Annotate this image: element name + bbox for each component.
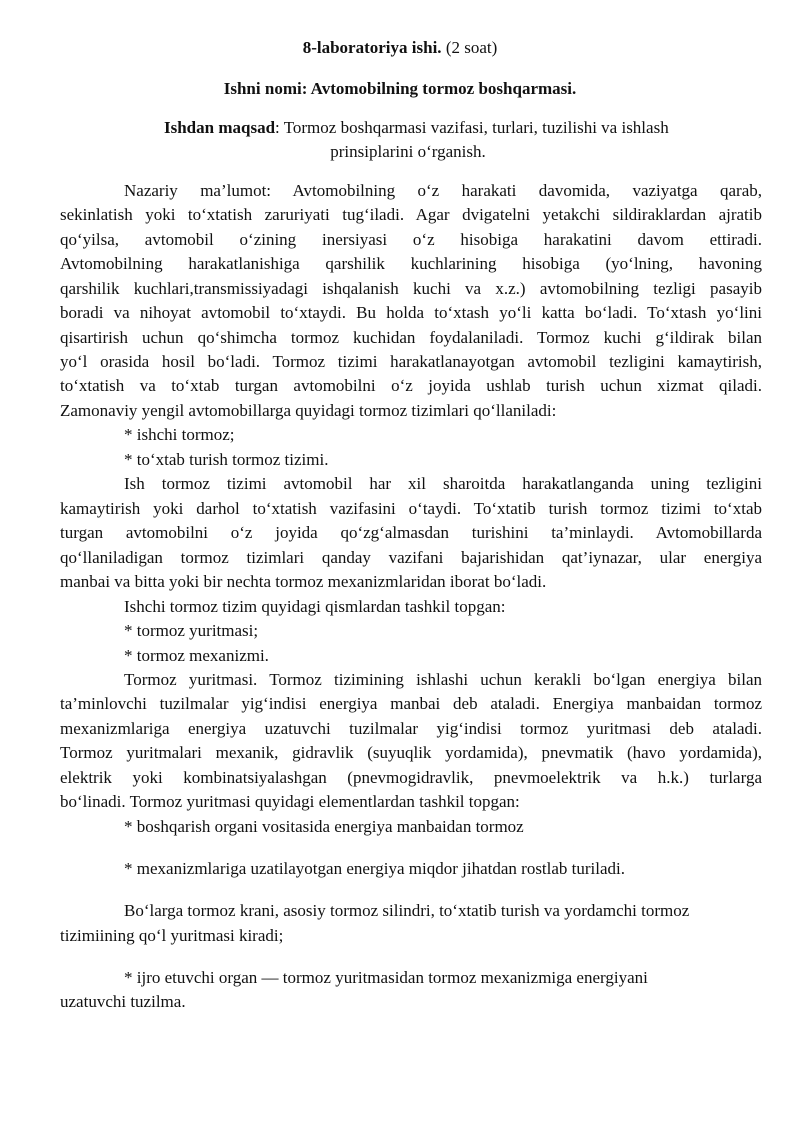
goal-text: : Tormoz boshqarmasi vazifasi, turlari, tuzilishi va ishlash [275,118,669,137]
work-title-text: Ishni nomi: Avtomobilning tormoz boshqarmasi. [223,79,577,98]
paragraph-line: turgan avtomobilni o‘z joyida qo‘zg‘almasdan turishini ta’minlaydi. Avtomobillarda [60,523,762,542]
paragraph-line: Tormoz yuritmalari mexanik, gidravlik (suyuqlik yordamida), pnevmatik (havo yordamida), [60,743,762,762]
paragraph-line: qarshilik kuchlari,transmissiyadagi ishqalanish kuchi va x.z.) avtomobilning tezligi pasayib [60,279,762,298]
paragraph-line: qo‘llaniladigan tormoz tizimlari qanday vazifani bajarishidan qat’iynazar, ular energiya [60,548,762,567]
paragraph-line: Tormoz yuritmasi. Tormoz tizimining ishlashi uchun kerakli bo‘lgan energiya bilan [124,670,762,689]
list-item: * tormoz mexanizmi. [124,646,269,665]
list-item: * ijro etuvchi organ — tormoz yuritmasidan tormoz mexanizmiga energiyani [124,968,648,987]
list-item: * mexanizmlariga uzatilayotgan energiya miqdor jihatdan rostlab turiladi. [124,859,626,878]
paragraph-line: Nazariy ma’lumot: Avtomobilning o‘z harakati davomida, vaziyatga qarab, [124,181,762,200]
paragraph-line: ta’minlovchi tuzilmalar yig‘indisi energiya manbai deb ataladi. Energiya manbaidan tormoz [60,694,762,713]
paragraph-line: Avtomobilning harakatlanishiga qarshilik kuchlarining hisobiga (yo‘lning, havoning [60,254,762,273]
work-title [0,77,800,101]
lab-title: 8-laboratoriya ishi. [302,38,442,57]
paragraph-line: qisartirish uchun qo‘shimcha tormoz kuchidan foydalaniladi. Tormoz kuchi g‘ildirak bilan [60,328,762,347]
paragraph-line: bo‘linadi. Tormoz yuritmasi quyidagi elementlardan tashkil topgan: [60,792,520,811]
paragraph-line: elektrik yoki kombinatsiyalashgan (pnevmogidravlik, pnevmoelektrik va h.k.) turlarga [60,768,762,787]
paragraph-line: tizimiining qo‘l yuritmasi kiradi; [60,926,284,945]
lab-heading [0,36,800,60]
paragraph-line: manbai va bitta yoki bir nechta tormoz mexanizmlaridan iborat bo‘ladi. [60,572,547,591]
paragraph-line: to‘xtatish va to‘xtab turgan avtomobilni o‘z joyida ushlab turish uchun xizmat qiladi. [60,376,762,395]
paragraph-line: Zamonaviy yengil avtomobillarga quyidagi tormoz tizimlari qo‘llaniladi: [60,401,557,420]
goal-line-2: prinsiplarini o‘rganish. [330,142,486,161]
paragraph-line: kamaytirish yoki darhol to‘xtatish vazifasini o‘taydi. To‘xtatib turish tormoz tizimi to‘xtab [60,499,762,518]
goal-line-1 [164,116,764,140]
paragraph-line: uzatuvchi tuzilma. [60,992,186,1011]
paragraph-line: Ishchi tormoz tizim quyidagi qismlardan tashkil topgan: [124,597,506,616]
goal-label: Ishdan maqsad [164,118,276,137]
list-item: * ishchi tormoz; [124,425,235,444]
paragraph-line: boradi va nihoyat avtomobil to‘xtaydi. Bu holda to‘xtash yo‘li katta bo‘ladi. To‘xtash yo‘lini [60,303,762,322]
paragraph-line: yo‘l orasida hosil bo‘ladi. Tormoz tizimi harakatlanayotgan avtomobil tezligini kamaytirish, [60,352,762,371]
list-item: * boshqarish organi vositasida energiya manbaidan tormoz [124,817,524,836]
paragraph-line: Bo‘larga tormoz krani, asosiy tormoz silindri, to‘xtatib turish va yordamchi tormoz [124,901,690,920]
list-item: * tormoz yuritmasi; [124,621,259,640]
paragraph-line: qo‘yilsa, avtomobil o‘zining inersiyasi o‘z hisobiga harakatini davom ettiradi. [60,230,762,249]
lab-hours: (2 soat) [445,38,498,57]
paragraph-line: sekinlatish yoki to‘xtatish zaruriyati tug‘iladi. Agar dvigatelni yetakchi sildiraklardan ajratib [60,205,762,224]
list-item: * to‘xtab turish tormoz tizimi. [124,450,329,469]
paragraph-line: Ish tormoz tizimi avtomobil har xil sharoitda harakatlanganda uning tezligini [124,474,762,493]
paragraph-line: mexanizmlariga energiya uzatuvchi tuzilmalar yig‘indisi tormoz yuritmasi deb ataladi. [60,719,762,738]
